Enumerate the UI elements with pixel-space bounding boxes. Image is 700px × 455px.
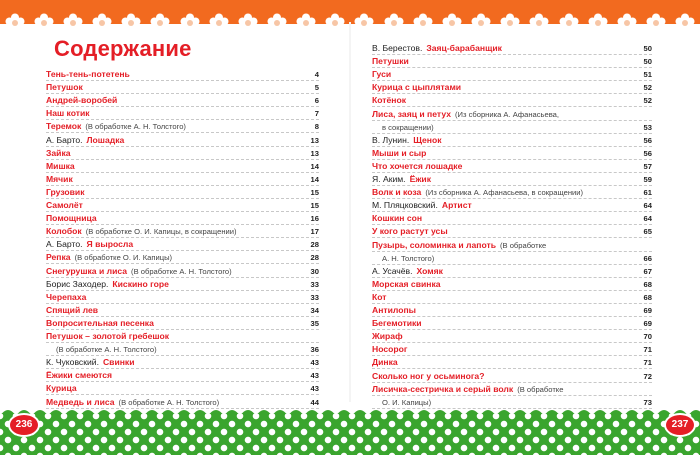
flower-icon — [675, 13, 695, 33]
toc-title: Наш котик — [46, 108, 90, 119]
toc-page-number: 15 — [310, 187, 319, 197]
toc-entry — [372, 384, 652, 396]
toc-note: (В обработке О. И. Капицы) — [74, 253, 173, 263]
toc-title: Морская свинка — [372, 278, 441, 289]
toc-page-number: 13 — [310, 135, 319, 145]
toc-entry — [372, 148, 652, 160]
toc-title: Что хочется лошадке — [372, 160, 463, 171]
toc-entry — [46, 69, 319, 81]
toc-title: Носорог — [372, 344, 408, 355]
toc-title: Кот — [372, 291, 387, 302]
toc-note: (В обработке О. И. Капицы, в сокращении) — [85, 227, 237, 237]
toc-page-number: 33 — [310, 279, 319, 289]
toc-entry — [372, 187, 652, 199]
toc-page-number: 53 — [643, 122, 652, 132]
toc-page-number: 52 — [643, 83, 652, 93]
toc-entry — [46, 121, 319, 133]
toc-author: В. Лунин. — [372, 134, 410, 145]
toc-author: А. Барто. — [46, 134, 83, 145]
toc-entry — [46, 266, 319, 278]
toc-entry — [372, 82, 652, 94]
toc-page-number: 72 — [643, 371, 652, 381]
toc-entry — [372, 292, 652, 304]
toc-entry — [372, 43, 652, 55]
book-spine — [349, 22, 351, 402]
toc-note: в сокращении) — [382, 122, 434, 132]
toc-entry — [46, 357, 319, 369]
toc-page-number: 28 — [310, 240, 319, 250]
toc-page-number: 6 — [314, 96, 319, 106]
toc-entry — [46, 292, 319, 304]
toc-entry — [372, 69, 652, 81]
toc-entry — [46, 318, 319, 330]
toc-page-number: 56 — [643, 148, 652, 158]
toc-entry — [46, 82, 319, 94]
toc-page-number: 69 — [643, 319, 652, 329]
toc-author: Борис Заходер. — [46, 278, 109, 289]
toc-page-number: 64 — [643, 201, 652, 211]
toc-entry — [372, 174, 652, 186]
toc-page-number: 17 — [310, 227, 319, 237]
toc-title: Тень-тень-потетень — [46, 69, 130, 79]
toc-page-number: 70 — [643, 332, 652, 342]
toc-title: Зайка — [46, 147, 71, 158]
toc-page-number: 44 — [310, 397, 319, 407]
toc-author: В. Берестов. — [372, 43, 423, 53]
toc-entry — [46, 344, 319, 356]
toc-page-number: 16 — [310, 214, 319, 224]
toc-page-number: 66 — [643, 253, 652, 263]
toc-page-number: 43 — [310, 371, 319, 381]
toc-title: Артист — [441, 200, 472, 211]
toc-entry — [46, 397, 319, 409]
toc-entry — [46, 108, 319, 120]
toc-page-number: 59 — [643, 175, 652, 184]
toc-entry — [46, 187, 319, 199]
toc-title: Теремок — [46, 121, 82, 132]
toc-left-column — [46, 0, 319, 410]
toc-page-number: 28 — [310, 253, 319, 263]
toc-entry — [372, 318, 652, 330]
toc-page-number: 65 — [643, 227, 652, 237]
flower-icon — [325, 13, 345, 33]
toc-entry — [372, 371, 652, 383]
toc-note: (В обработке — [517, 384, 564, 394]
toc-page-number: 13 — [310, 148, 319, 158]
toc-entry — [46, 161, 319, 173]
toc-entry — [46, 239, 319, 251]
toc-page-number: 8 — [314, 122, 319, 132]
toc-page-number: 43 — [310, 384, 319, 394]
toc-author: А. Усачёв. — [372, 265, 413, 276]
toc-entry — [372, 344, 652, 356]
toc-title: Щенок — [413, 134, 442, 145]
toc-entry — [372, 109, 652, 121]
toc-title: Динка — [372, 357, 398, 368]
toc-title: Гуси — [372, 69, 392, 80]
toc-entry — [46, 331, 319, 343]
bottom-decor-band — [0, 414, 700, 455]
toc-title: Вопросительная песенка — [46, 317, 154, 328]
toc-page-number: 68 — [643, 279, 652, 289]
toc-entry — [372, 56, 652, 68]
flower-icon — [5, 13, 25, 33]
toc-entry — [46, 174, 319, 186]
toc-title: Спящий лев — [46, 304, 99, 315]
toc-page-number: 15 — [310, 201, 319, 210]
toc-title: Заяц-барабанщик — [426, 43, 502, 53]
toc-entry — [46, 95, 319, 107]
toc-title: Антилопы — [372, 305, 417, 315]
toc-title: Ёжик — [409, 174, 432, 184]
toc-entry — [372, 161, 652, 173]
toc-title: Котёнок — [372, 95, 407, 106]
toc-page-number: 30 — [310, 266, 319, 276]
toc-title: Курица — [46, 383, 77, 394]
toc-page-number: 7 — [314, 109, 319, 119]
toc-page-number: 43 — [310, 358, 319, 368]
toc-page-number: 67 — [643, 266, 652, 276]
toc-entry — [46, 252, 319, 264]
toc-title: Мишка — [46, 160, 75, 171]
toc-note: (В обработке А. Н. Толстого) — [85, 122, 186, 132]
toc-title: Я выросла — [86, 239, 134, 250]
toc-page-number: 52 — [643, 96, 652, 106]
toc-title: Сколько ног у осьминога? — [372, 370, 485, 381]
toc-author: К. Чуковский. — [46, 357, 99, 368]
toc-entry — [372, 95, 652, 107]
toc-title: Мыши и сыр — [372, 147, 427, 158]
toc-title: Грузовик — [46, 186, 85, 197]
toc-title: Кискино горе — [112, 278, 169, 289]
toc-title: Ёжики смеются — [46, 370, 113, 381]
toc-title: Помощница — [46, 213, 97, 224]
toc-page-number: 73 — [643, 397, 652, 407]
toc-entry — [46, 200, 319, 212]
toc-right-column — [372, 0, 652, 410]
toc-note: (В обработке А. Н. Толстого) — [131, 266, 232, 276]
toc-page-number: 57 — [643, 161, 652, 171]
toc-page-number: 68 — [643, 292, 652, 302]
toc-title: У кого растут усы — [372, 226, 448, 237]
toc-entry — [372, 266, 652, 278]
toc-note: (В обработке А. Н. Толстого) — [118, 397, 220, 407]
toc-page-number: 69 — [643, 306, 652, 315]
toc-entry — [372, 226, 652, 238]
toc-page-number: 36 — [310, 345, 319, 355]
toc-entry — [372, 305, 652, 317]
toc-title: Петушок — [46, 82, 83, 93]
toc-note: (В обработке — [499, 240, 547, 250]
toc-entry — [372, 135, 652, 147]
toc-title: Самолёт — [46, 200, 83, 210]
toc-entry — [46, 383, 319, 395]
toc-page-number: 5 — [314, 83, 319, 93]
toc-note: О. И. Капицы) — [382, 397, 432, 407]
toc-entry — [372, 240, 652, 252]
toc-page-number: 71 — [643, 358, 652, 368]
toc-title: Мячик — [46, 173, 73, 184]
toc-note: (Из сборника А. Афанасьева, в сокращении) — [425, 188, 584, 198]
toc-page-number: 64 — [643, 214, 652, 224]
toc-entry — [372, 122, 652, 134]
toc-entry — [372, 200, 652, 212]
toc-entry — [372, 253, 652, 265]
toc-title: Пузырь, соломинка и лапоть — [372, 239, 496, 250]
toc-entry — [46, 305, 319, 317]
toc-title: Репка — [46, 252, 71, 263]
page-number-left: 236 — [8, 413, 40, 437]
toc-title: Бегемотики — [372, 318, 422, 329]
toc-title: Хомяк — [416, 265, 443, 276]
toc-title: Снегурушка и лиса — [46, 265, 128, 276]
toc-title: Колобок — [46, 226, 82, 237]
toc-author: А. Барто. — [46, 239, 83, 250]
toc-title: Петушок – золотой гребешок — [46, 331, 170, 341]
toc-title: Лисичка-сестричка и серый волк — [372, 383, 514, 394]
toc-entry — [46, 135, 319, 147]
page-number-right: 237 — [664, 413, 696, 437]
toc-entry — [46, 213, 319, 225]
toc-entry — [372, 213, 652, 225]
toc-entry — [372, 331, 652, 343]
page-title: Содержание — [54, 36, 192, 61]
toc-author: М. Пляцковский. — [372, 200, 438, 211]
toc-entry — [46, 279, 319, 291]
toc-entry — [46, 370, 319, 382]
toc-title: Медведь и лиса — [46, 396, 115, 407]
toc-page-number: 4 — [314, 70, 319, 79]
toc-title: Петушки — [372, 56, 409, 67]
toc-title: Черепаха — [46, 291, 87, 302]
toc-page-number: 61 — [643, 188, 652, 198]
toc-entry — [372, 357, 652, 369]
toc-entry — [46, 148, 319, 160]
toc-title: Свинки — [102, 357, 135, 368]
toc-page-number: 35 — [310, 318, 319, 328]
toc-page-number: 33 — [310, 292, 319, 302]
toc-title: Волк и коза — [372, 187, 422, 198]
toc-note: (В обработке А. Н. Толстого) — [56, 345, 157, 355]
toc-title: Лиса, заяц и петух — [372, 108, 451, 119]
toc-page-number: 51 — [643, 70, 652, 80]
toc-page-number: 50 — [643, 44, 652, 53]
toc-page-number: 14 — [310, 161, 319, 171]
toc-note: А. Н. Толстого) — [382, 253, 435, 263]
toc-title: Жираф — [372, 331, 403, 342]
toc-title: Лошадка — [86, 134, 125, 145]
toc-page-number: 34 — [310, 305, 319, 315]
toc-entry — [372, 279, 652, 291]
toc-entry — [46, 226, 319, 238]
toc-page-number: 50 — [643, 57, 652, 67]
toc-title: Кошкин сон — [372, 213, 423, 224]
toc-page-number: 56 — [643, 135, 652, 145]
toc-title: Курица с цыплятами — [372, 82, 462, 93]
toc-author: Я. Аким. — [372, 174, 406, 184]
toc-title: Андрей-воробей — [46, 95, 118, 106]
toc-note: (Из сборника А. Афанасьева, — [455, 109, 560, 119]
toc-page-number: 14 — [310, 174, 319, 184]
toc-entry — [372, 397, 652, 409]
toc-page-number: 71 — [643, 345, 652, 355]
